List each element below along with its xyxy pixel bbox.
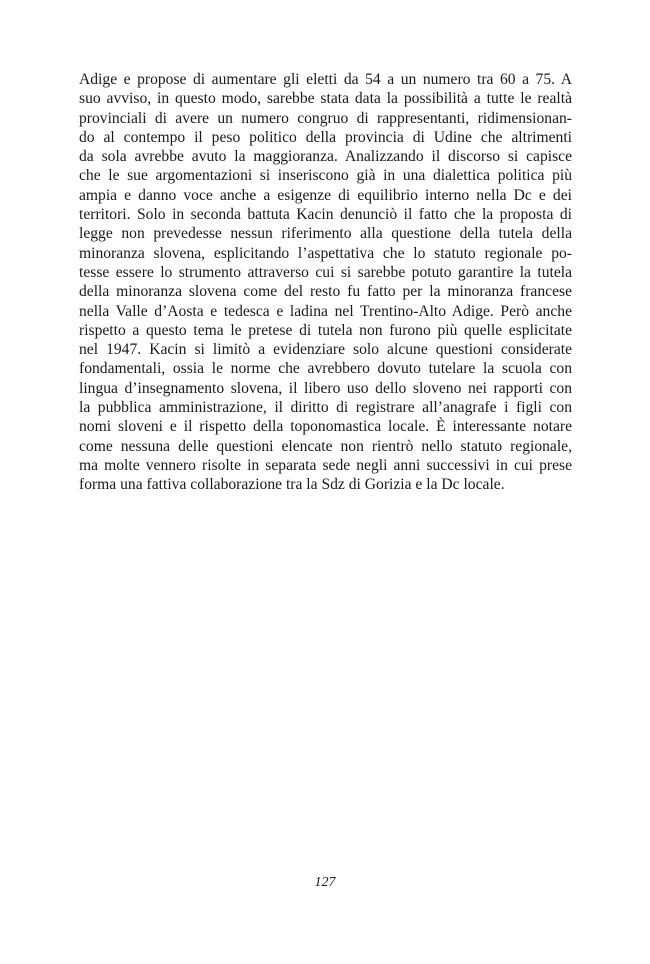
text-line: Adige e propose di aumentare gli eletti da 54 a un numero tra 60 a 75. A — [79, 71, 572, 88]
text-line: legge non prevedesse nessun riferimento alla questione della tutela della — [79, 225, 572, 243]
text-line: che le sue argomentazioni si inseriscono già in una dialettica politica più — [79, 167, 572, 185]
text-line: da sola avrebbe avuto la maggioranza. Analizzando il discorso si capisce — [79, 148, 572, 166]
text-line: do al contempo il peso politico della provincia di Udine che altrimenti — [79, 128, 572, 146]
text-line: lingua d’insegnamento slovena, il libero uso dello sloveno nei rapporti con — [79, 379, 572, 397]
body-paragraph — [79, 70, 572, 495]
text-line: forma una fattiva collaborazione tra la Sdz di Gorizia e la Dc locale. — [79, 476, 505, 494]
text-line: la pubblica amministrazione, il diritto di registrare all’anagrafe i figli con — [79, 399, 572, 417]
text-line: fondamentali, ossia le norme che avrebbero dovuto tutelare la scuola con — [79, 360, 572, 378]
text-line: nel 1947. Kacin si limitò a evidenziare solo alcune questioni considerate — [79, 341, 572, 359]
text-line: della minoranza slovena come del resto fu fatto per la minoranza francese — [79, 283, 572, 301]
text-line: tesse essere lo strumento attraverso cui si sarebbe potuto garantire la tutela — [79, 263, 572, 281]
text-line: provinciali di avere un numero congruo di rappresentanti, ridimensionan- — [79, 109, 572, 127]
text-line: come nessuna delle questioni elencate non rientrò nello statuto regionale, — [79, 437, 572, 455]
text-line: suo avviso, in questo modo, sarebbe stata data la possibilità a tutte le realtà — [79, 90, 572, 108]
text-line: rispetto a questo tema le pretese di tutela non furono più quelle esplicitate — [79, 321, 572, 339]
text-line: territori. Solo in seconda battuta Kacin denunciò il fatto che la proposta di — [79, 206, 572, 224]
text-line: minoranza slovena, esplicitando l’aspettativa che lo statuto regionale po- — [79, 244, 572, 262]
text-line: nella Valle d’Aosta e tedesca e ladina nel Trentino-Alto Adige. Però anche — [79, 302, 572, 320]
text-line: ma molte vennero risolte in separata sede negli anni successivi in cui prese — [79, 456, 572, 474]
text-line: ampia e danno voce anche a esigenze di equilibrio interno nella Dc e dei — [79, 186, 572, 204]
text-line: nomi sloveni e il rispetto della toponomastica locale. È interessante notare — [79, 418, 572, 436]
page-number: 127 — [314, 875, 336, 890]
